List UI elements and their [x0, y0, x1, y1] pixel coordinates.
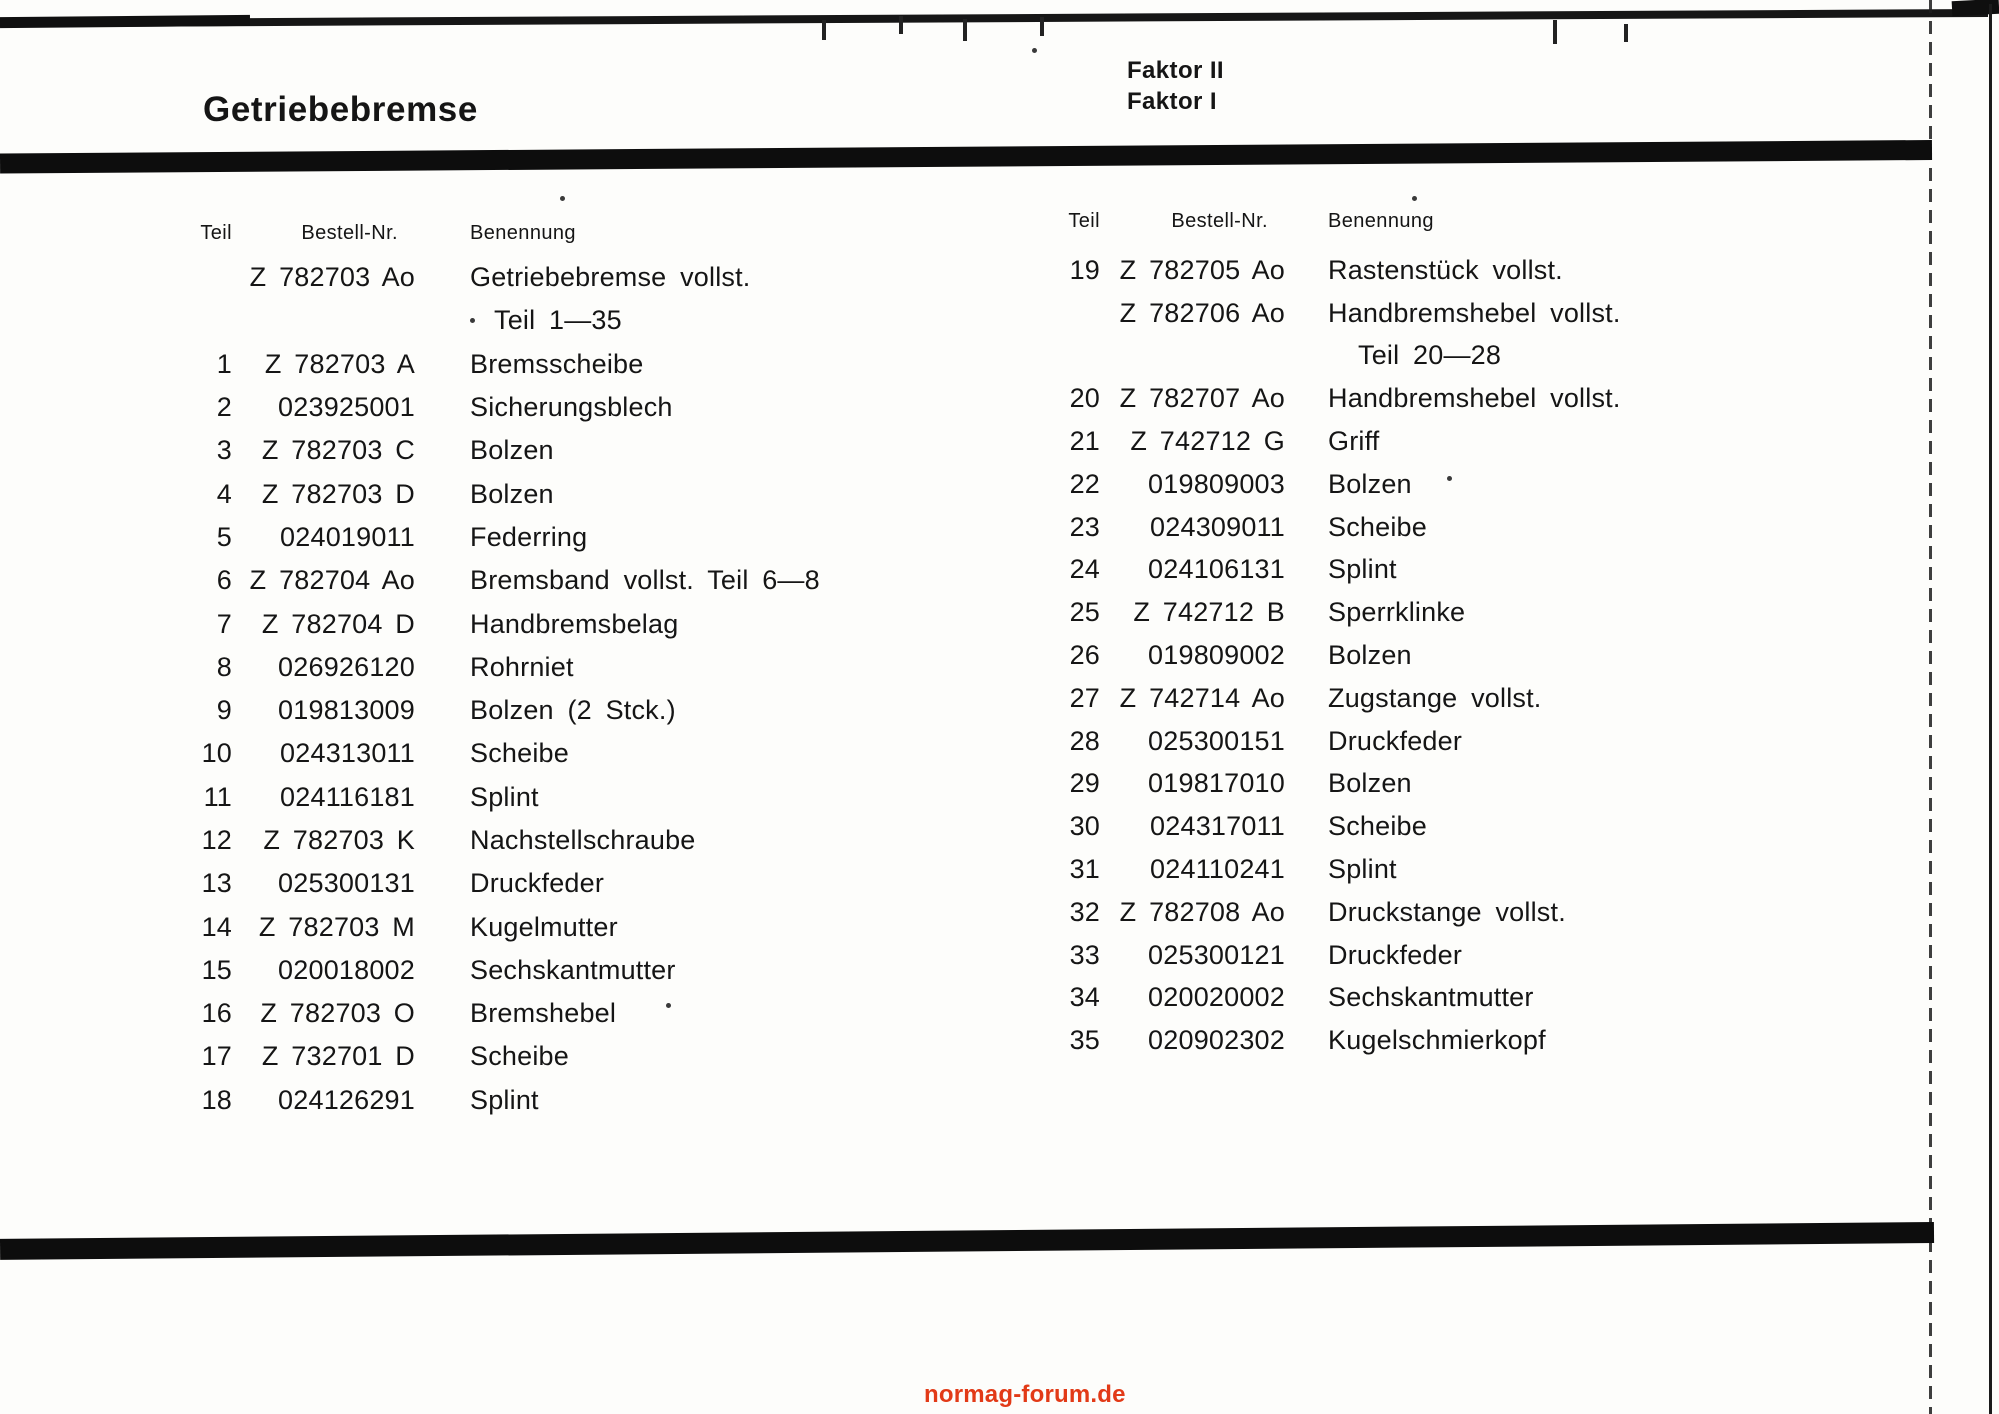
order-number-cell: Z 782703 C: [261, 435, 415, 466]
part-number-cell: 8: [216, 651, 232, 682]
designation-cell: Rohrniet: [470, 651, 574, 682]
column-header-benennung: Benennung: [1328, 209, 1434, 232]
bottom-rule-bar: [0, 1222, 1934, 1260]
designation-cell: Scheibe: [470, 1041, 569, 1072]
table-row: [160, 559, 975, 602]
designation-cell: Splint: [1328, 554, 1397, 585]
part-number-cell: 13: [201, 868, 232, 899]
designation-cell: Handbremshebel vollst.: [1328, 297, 1621, 328]
designation-cell: Druckfeder: [1328, 939, 1463, 970]
designation-cell: Bremshebel: [470, 998, 617, 1029]
order-number-cell: Z 782705 Ao: [1119, 254, 1285, 285]
table-row: [1020, 720, 1845, 763]
order-number-cell: 019817010: [1148, 768, 1285, 799]
order-number-cell: 020020002: [1148, 982, 1285, 1013]
table-row: [1020, 377, 1845, 420]
part-number-cell: 7: [216, 608, 232, 639]
order-number-cell: 024126291: [278, 1084, 415, 1115]
part-number-cell: 15: [201, 954, 232, 985]
table-row: [160, 343, 975, 386]
designation-cell: Bolzen: [1328, 468, 1412, 499]
table-row: [160, 819, 975, 862]
column-header-teil: Teil: [200, 221, 232, 244]
order-number-cell: Z 782704 D: [261, 608, 415, 639]
designation-cell: Druckfeder: [1328, 725, 1463, 756]
part-number-cell: 11: [203, 781, 232, 812]
designation-cell: Splint: [470, 781, 539, 812]
table-row: [1020, 1019, 1845, 1062]
order-number-cell: 024110241: [1150, 854, 1285, 885]
order-number-cell: 020902302: [1148, 1025, 1285, 1056]
table-row: [160, 472, 975, 515]
column-header-teil: Teil: [1068, 209, 1100, 232]
part-number-cell: 22: [1069, 468, 1100, 499]
designation-cell: Teil 20—28: [1358, 340, 1502, 371]
designation-cell: Bolzen: [1328, 768, 1412, 799]
scan-speck: [1447, 476, 1452, 481]
designation-cell: Bremsscheibe: [470, 348, 644, 379]
part-number-cell: 34: [1069, 982, 1100, 1013]
table-row: [160, 299, 975, 342]
part-number-cell: 31: [1069, 854, 1100, 885]
part-number-cell: 19: [1069, 254, 1100, 285]
table-row: [1020, 335, 1845, 378]
order-number-cell: Z 782703 Ao: [249, 262, 415, 293]
designation-cell: Handbremshebel vollst.: [1328, 383, 1621, 414]
part-number-cell: 14: [201, 911, 232, 942]
order-number-cell: 024317011: [1150, 811, 1285, 842]
scan-speck: [1040, 17, 1044, 36]
table-row: [1020, 249, 1845, 292]
factor-line-2: Faktor I: [1127, 88, 1217, 115]
table-row: [1020, 891, 1845, 934]
designation-cell: Griff: [1328, 426, 1380, 457]
part-number-cell: 24: [1069, 554, 1100, 585]
order-number-cell: 024309011: [1150, 511, 1285, 542]
scan-speck: [470, 318, 475, 323]
column-header-benennung: Benennung: [470, 221, 576, 244]
designation-cell: Kugelschmierkopf: [1328, 1025, 1546, 1056]
order-number-cell: Z 782704 Ao: [249, 565, 415, 596]
order-number-cell: 023925001: [278, 392, 415, 423]
table-row: [1020, 292, 1845, 335]
designation-cell: Sperrklinke: [1328, 597, 1466, 628]
order-number-cell: 024313011: [280, 738, 415, 769]
part-number-cell: 35: [1069, 1025, 1100, 1056]
order-number-cell: Z 742712 B: [1133, 597, 1285, 628]
part-number-cell: 16: [201, 998, 232, 1029]
designation-cell: Bolzen: [470, 435, 554, 466]
designation-cell: Handbremsbelag: [470, 608, 679, 639]
designation-cell: Getriebebremse vollst.: [470, 262, 751, 293]
column-header-bestell-nr: Bestell-Nr.: [301, 221, 398, 244]
part-number-cell: 25: [1069, 597, 1100, 628]
table-row: [160, 992, 975, 1035]
table-row: [1020, 848, 1845, 891]
designation-cell: Rastenstück vollst.: [1328, 254, 1563, 285]
part-number-cell: 32: [1069, 896, 1100, 927]
part-number-cell: 20: [1069, 383, 1100, 414]
table-row: [160, 516, 975, 559]
designation-cell: Nachstellschraube: [470, 825, 696, 855]
part-number-cell: 12: [201, 825, 232, 855]
part-number-cell: 26: [1069, 640, 1100, 671]
part-number-cell: 30: [1069, 811, 1100, 842]
part-number-cell: 2: [216, 392, 232, 423]
designation-cell: Druckfeder: [470, 868, 605, 899]
designation-cell: Scheibe: [1328, 811, 1427, 842]
part-number-cell: 9: [216, 695, 232, 726]
order-number-cell: 019813009: [278, 695, 415, 726]
designation-cell: Scheibe: [470, 738, 569, 769]
table-row: [160, 256, 975, 299]
designation-cell: Scheibe: [1328, 511, 1427, 542]
part-number-cell: 23: [1069, 511, 1100, 542]
designation-cell: Bolzen: [1328, 640, 1412, 671]
designation-cell: Sicherungsblech: [470, 392, 673, 423]
part-number-cell: 28: [1069, 725, 1100, 756]
table-row: [160, 732, 975, 775]
order-number-cell: Z 782703 A: [264, 348, 415, 379]
scan-edge-line-top: [0, 9, 1988, 27]
order-number-cell: 020018002: [278, 954, 415, 985]
designation-cell: Sechskantmutter: [470, 954, 676, 985]
order-number-cell: Z 782706 Ao: [1119, 297, 1285, 328]
scan-speck: [1412, 196, 1417, 201]
table-row: [1020, 591, 1845, 634]
part-number-cell: 3: [216, 435, 232, 466]
table-row: [1020, 805, 1845, 848]
order-number-cell: 026926120: [278, 651, 415, 682]
designation-cell: Federring: [470, 521, 588, 552]
table-body-left: [160, 256, 975, 1122]
table-row: [1020, 677, 1845, 720]
order-number-cell: Z 742712 G: [1130, 426, 1285, 457]
designation-cell: Bremsband vollst. Teil 6—8: [470, 565, 820, 596]
designation-cell: Bolzen: [470, 478, 554, 509]
scan-speck: [822, 20, 826, 40]
order-number-cell: 019809003: [1148, 468, 1285, 499]
part-number-cell: 27: [1069, 682, 1100, 713]
table-row: [160, 949, 975, 992]
scan-speck: [666, 1003, 671, 1008]
order-number-cell: Z 782703 D: [261, 478, 415, 509]
table-row: [1020, 420, 1845, 463]
table-header-right: [1020, 206, 1845, 236]
scan-speck: [1553, 20, 1557, 44]
factor-header: [1127, 55, 1224, 117]
designation-cell: Splint: [470, 1084, 539, 1115]
scan-speck: [899, 16, 903, 34]
designation-cell: Kugelmutter: [470, 911, 618, 942]
order-number-cell: Z 782703 O: [260, 998, 415, 1029]
part-number-cell: 33: [1069, 939, 1100, 970]
order-number-cell: 025300151: [1148, 725, 1285, 756]
part-number-cell: 6: [216, 565, 232, 596]
table-row: [160, 429, 975, 472]
designation-cell: Druckstange vollst.: [1328, 896, 1566, 927]
designation-cell: Splint: [1328, 854, 1397, 885]
page-fold-dashed-line: [1929, 0, 1932, 1414]
order-number-cell: Z 782708 Ao: [1119, 896, 1285, 927]
order-number-cell: Z 782703 M: [258, 911, 415, 942]
table-row: [1020, 506, 1845, 549]
table-row: [1020, 763, 1845, 806]
order-number-cell: 024116181: [280, 781, 415, 812]
order-number-cell: Z 782703 K: [263, 825, 415, 855]
part-number-cell: 17: [201, 1041, 232, 1072]
designation-cell: Sechskantmutter: [1328, 982, 1534, 1013]
order-number-cell: 025300131: [278, 868, 415, 899]
table-row: [160, 689, 975, 732]
order-number-cell: Z 732701 D: [261, 1041, 415, 1072]
part-number-cell: 10: [201, 738, 232, 769]
scan-speck: [560, 196, 565, 201]
table-row: [160, 1035, 975, 1078]
column-header-bestell-nr: Bestell-Nr.: [1171, 209, 1268, 232]
order-number-cell: 019809002: [1148, 640, 1285, 671]
table-row: [160, 646, 975, 689]
scan-speck: [963, 19, 967, 41]
designation-cell: Zugstange vollst.: [1328, 682, 1542, 713]
part-number-cell: 5: [216, 521, 232, 552]
table-row: [1020, 977, 1845, 1020]
table-row: [160, 386, 975, 429]
table-row: [160, 862, 975, 905]
designation-cell: Bolzen (2 Stck.): [470, 695, 676, 726]
table-body-right: [1020, 249, 1845, 1062]
scan-edge-line-top-stub: [0, 15, 250, 28]
part-number-cell: 18: [201, 1084, 232, 1115]
part-number-cell: 21: [1069, 426, 1100, 457]
part-number-cell: 4: [216, 478, 232, 509]
table-row: [1020, 634, 1845, 677]
order-number-cell: Z 782707 Ao: [1119, 383, 1285, 414]
order-number-cell: 024106131: [1148, 554, 1285, 585]
scan-speck: [1624, 24, 1628, 42]
part-number-cell: 1: [216, 348, 232, 379]
page-title: Getriebebremse: [203, 90, 478, 129]
table-row: [1020, 934, 1845, 977]
scan-edge-line-right: [1989, 4, 1992, 1414]
watermark: normag-forum.de: [924, 1381, 1126, 1408]
table-header-left: [160, 218, 975, 248]
table-row: [1020, 549, 1845, 592]
top-rule-bar: [0, 140, 1932, 173]
order-number-cell: 024019011: [280, 521, 415, 552]
order-number-cell: 025300121: [1148, 939, 1285, 970]
table-row: [160, 905, 975, 948]
table-row: [1020, 463, 1845, 506]
scan-speck: [1032, 48, 1037, 53]
table-row: [160, 1079, 975, 1122]
order-number-cell: Z 742714 Ao: [1119, 682, 1285, 713]
table-row: [160, 776, 975, 819]
table-row: [160, 602, 975, 645]
part-number-cell: 29: [1069, 768, 1100, 799]
factor-line-1: Faktor II: [1127, 57, 1224, 84]
designation-cell: Teil 1—35: [494, 305, 622, 336]
